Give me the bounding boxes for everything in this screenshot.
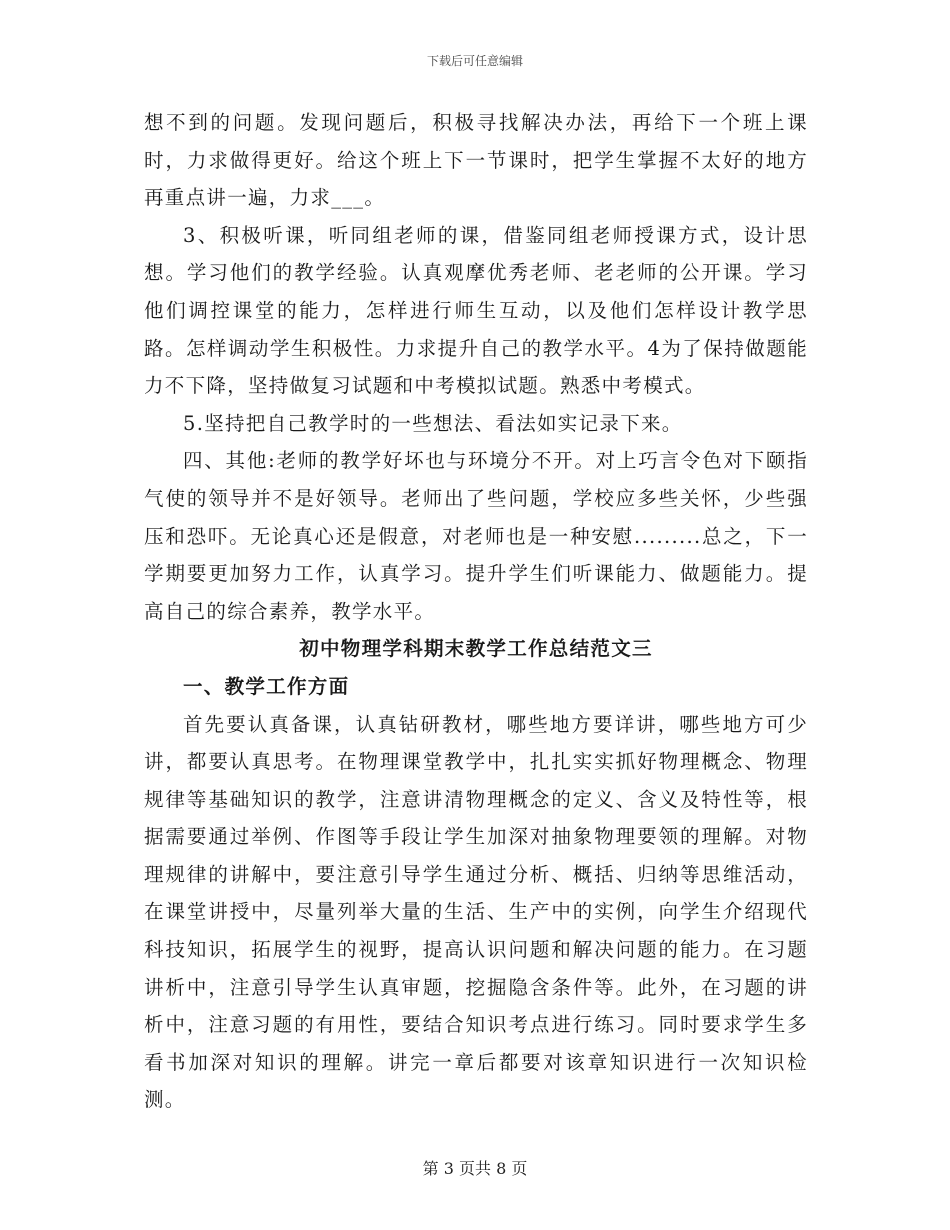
section-title: 初中物理学科期末教学工作总结范文三 [299, 637, 653, 661]
paragraph-teaching-work: 首先要认真备课，认真钻研教材，哪些地方要详讲，哪些地方可少讲，都要认真思考。在物理课堂教学中，扎扎实实抓好物理概念、物理规律等基础知识的教学，注意讲清物理概念的定义、含义及特性等，根据需要通过举例、作图等手段让学生加深对抽象物理要领的理解。对物理规律的讲解中，要注意引导学生通过分析、概括、归纳等思维活动，在课堂讲授中，尽量列举大量的生活、生产中的实例，向学生介绍现代科技知识，拓展学生的视野，提高认识问题和解决问题的能力。在习题讲析中，注意引导学生认真审题，挖掘隐含条件等。此外，在习题的讲析中，注意习题的有用性，要结合知识考点进行练习。同时要求学生多看书加深对知识的理解。讲完一章后都要对该章知识进行一次知识检测。 [144, 712, 808, 1112]
paragraph-item-3: 3、积极听课，听同组老师的课，借鉴同组老师授课方式，设计思想。学习他们的教学经验。认真观摩优秀老师、老老师的公开课。学习他们调控课堂的能力，怎样进行师生互动，以及他们怎样设计教学思路。怎样调动学生积极性。力求提升自己的教学水平。4为了保持做题能力不下降，坚持做复习试题和中考模拟试题。熟悉中考模式。 [144, 223, 808, 398]
page-header: 下载后可任意编辑 [426, 54, 523, 68]
paragraph-continued: 想不到的问题。发现问题后，积极寻找解决办法，再给下一个班上课时，力求做得更好。给这个班上下一节课时，把学生掌握不太好的地方再重点讲一遍，力求___。 [144, 111, 808, 210]
paragraph-section-4: 四、其他:老师的教学好坏也与环境分不开。对上巧言令色对下颐指气使的领导并不是好领导。老师出了些问题，学校应多些关怀，少些强压和恐吓。无论真心还是假意，对老师也是一种安慰.........总之，下一学期要更加努力工作，认真学习。提升学生们听课能力、做题能力。提高自己的综合素养，教学水平。 [144, 449, 808, 623]
page-footer: 第 3 页共 8 页 [422, 1159, 528, 1178]
paragraph-item-5: 5.坚持把自己教学时的一些想法、看法如实记录下来。 [183, 411, 683, 435]
subheading: 一、教学工作方面 [183, 674, 350, 698]
document-body [144, 104, 808, 1119]
